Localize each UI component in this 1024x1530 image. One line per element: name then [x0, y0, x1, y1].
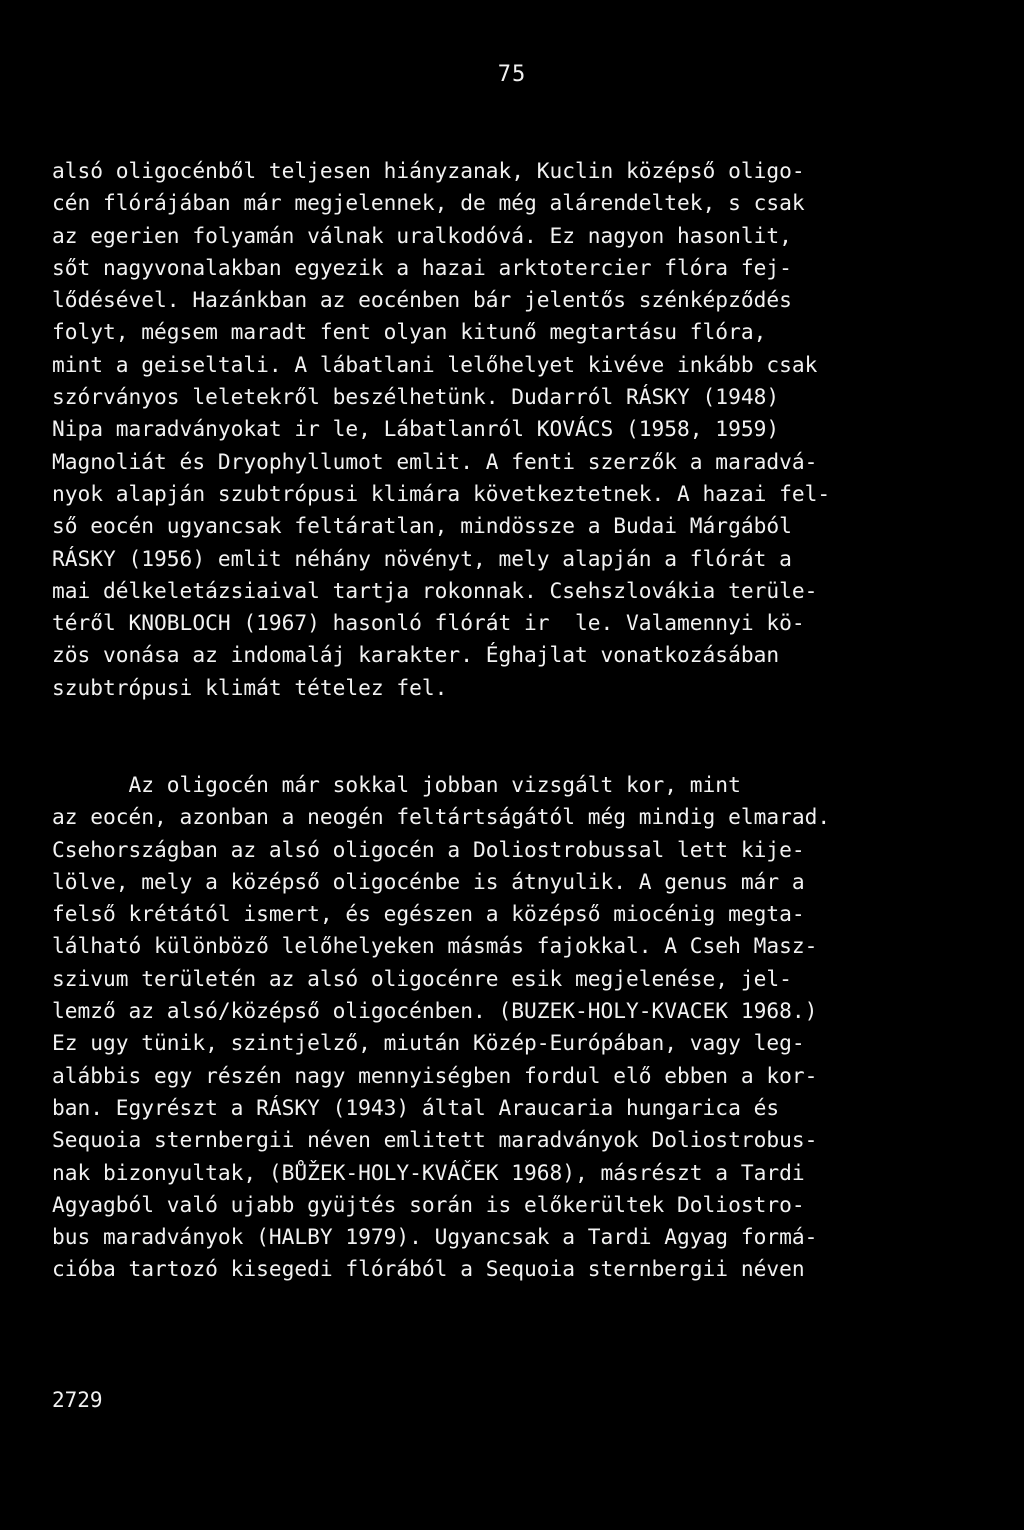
text-line: alábbis egy részén nagy mennyiségben fordul elő ebben a kor-	[52, 1062, 818, 1088]
text-line: Az oligocén már sokkal jobban vizsgált kor, mint	[52, 772, 741, 797]
text-line: téről KNOBLOCH (1967) hasonló flórát ir le. Valamennyi kö-	[52, 610, 805, 636]
text-line: mai délkeletázsiaival tartja rokonnak. Csehszlovákia terüle-	[52, 577, 818, 603]
text-line: nyok alapján szubtrópusi klimára következtetnek. A hazai fel-	[52, 480, 831, 506]
text-line: folyt, mégsem maradt fent olyan kitunő megtartásu flóra,	[52, 319, 767, 345]
paragraph-oligocene	[52, 769, 982, 1286]
text-line: cióba tartozó kisegedi flórából a Sequoia sternbergii néven	[52, 1256, 805, 1282]
text-line: ban. Egyrészt a RÁSKY (1943) által Araucaria hungarica és	[52, 1094, 780, 1120]
text-line: lemző az alsó/középső oligocénben. (BUZEK-HOLY-KVACEK 1968.)	[52, 998, 818, 1024]
page-number: 75	[497, 62, 527, 87]
text-line: Ez ugy tünik, szintjelző, miután Közép-Európában, vagy leg-	[52, 1030, 805, 1056]
text-line: lődésével. Hazánkban az eocénben bár jelentős szénképződés	[52, 287, 792, 313]
text-line: Agyagból való ujabb gyüjtés során is előkerültek Doliostro-	[52, 1191, 805, 1217]
text-line: Magnoliát és Dryophyllumot emlit. A fenti szerzők a maradvá-	[52, 448, 818, 474]
text-line: szivum területén az alsó oligocénre esik megjelenése, jel-	[52, 965, 792, 991]
text-line: az egerien folyamán válnak uralkodóvá. Ez nagyon hasonlit,	[52, 222, 792, 248]
text-line: mint a geiseltali. A lábatlani lelőhelyet kivéve inkább csak	[52, 351, 818, 377]
text-line: zös vonása az indomaláj karakter. Éghajlat vonatkozásában	[52, 642, 780, 668]
text-line: Sequoia sternbergii néven emlitett maradványok Doliostrobus-	[52, 1127, 818, 1153]
text-line: alsó oligocénből teljesen hiányzanak, Kuclin középső oligo-	[52, 158, 805, 183]
text-line: bus maradványok (HALBY 1979). Ugyancsak a Tardi Agyag formá-	[52, 1224, 818, 1250]
text-line: Csehországban az alsó oligocén a Doliostrobussal lett kije-	[52, 836, 805, 862]
text-line: az eocén, azonban a neogén feltártságától még mindig elmarad.	[52, 804, 831, 830]
text-line: lálható különböző lelőhelyeken másmás fajokkal. A Cseh Masz-	[52, 933, 818, 959]
text-line: Nipa maradványokat ir le, Lábatlanról KOVÁCS (1958, 1959)	[52, 416, 780, 442]
text-line: ső eocén ugyancsak feltáratlan, mindössze a Budai Márgából	[52, 513, 792, 539]
paragraph-eocene	[52, 155, 982, 704]
text-line: lölve, mely a középső oligocénbe is átnyulik. A genus már a	[52, 868, 805, 894]
text-line: szubtrópusi klimát tételez fel.	[52, 674, 448, 700]
text-line: cén flórájában már megjelennek, de még alárendeltek, s csak	[52, 190, 805, 216]
text-line: felső krétától ismert, és egészen a középső miocénig megta-	[52, 901, 805, 927]
text-line: nak bizonyultak, (BŮŽEK-HOLY-KVÁČEK 1968), másrészt a Tardi	[52, 1159, 805, 1185]
footer-code: 2729	[52, 1388, 103, 1412]
text-line: szórványos leletekről beszélhetünk. Dudarról RÁSKY (1948)	[52, 384, 780, 410]
text-line: RÁSKY (1956) emlit néhány növényt, mely alapján a flórát a	[52, 545, 792, 571]
text-line: sőt nagyvonalakban egyezik a hazai arktotercier flóra fej-	[52, 254, 792, 280]
